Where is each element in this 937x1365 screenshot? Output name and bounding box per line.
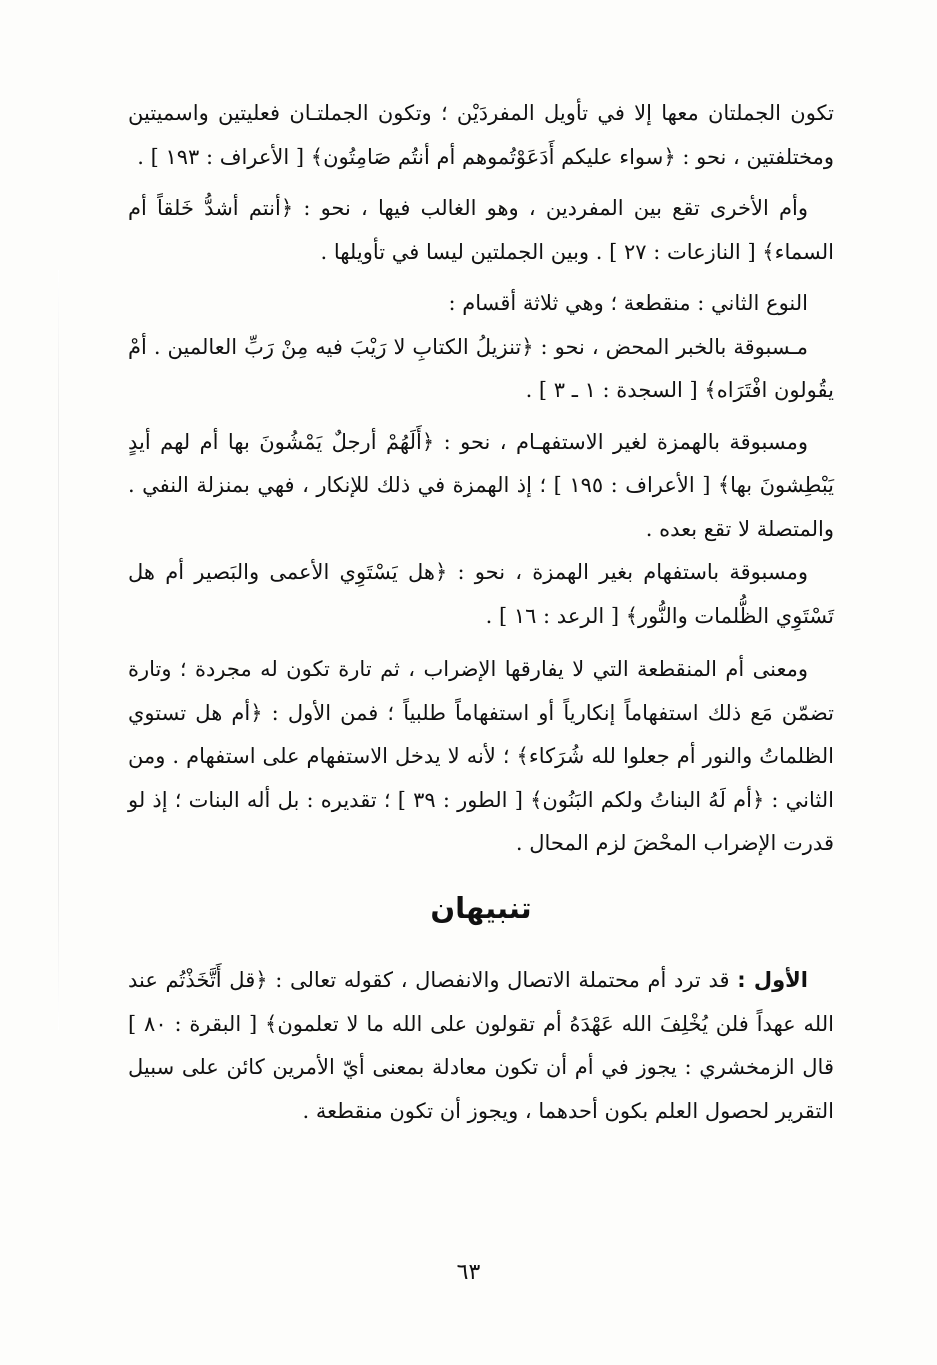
paragraph-5: ومسبوقة بالهمزة لغير الاستفهـام ، نحو : ﴿أَلَهُمْ أرجلٌ يَمْشُونَ بها أم لهم أيدٍ يَبْطِشونَ بها﴾ [ الأعراف : ١٩٥ ] ؛ إذ الهمزة في ذلك للإنكار ، فهي بمنزلة النفي . والمتصلة لا تقع بعده . [128, 429, 834, 541]
paragraph-6: ومسبوقة باستفهام بغير الهمزة ، نحو : ﴿هل يَسْتَوِي الأعمى والبَصير أم هل تَسْتَوِي الظُّلمات والنُّور﴾ [ الرعد : ١٦ ] . [128, 560, 834, 628]
section-heading-wrap [128, 888, 834, 934]
paragraph-3: النوع الثاني : منقطعة ؛ وهي ثلاثة أقسام : [448, 291, 808, 315]
paragraph-1: تكون الجملتان معها إلا في تأويل المفردَيْن ؛ وتكون الجملتـان فعليتين واسميتين ومختلفتين ، نحو : ﴿سواء عليكم أَدَعَوْتُموهم أم أنتُم صَامِتُون﴾ [ الأعراف : ١٩٣ ] . [128, 101, 834, 169]
note-paragraph [128, 959, 834, 1133]
note-lead: الأول : [737, 968, 809, 992]
page-body [128, 92, 834, 1133]
page-number: ٦٣ [456, 1260, 481, 1285]
gutter-shadow [58, 270, 59, 1030]
paragraph-7: ومعنى أم المنقطعة التي لا يفارقها الإضراب ، ثم تارة تكون له مجردة ؛ وتارة تضمّن مَع ذلك استفهاماً إنكارياً أو استفهاماً طلبياً ؛ فمن الأول : ﴿أم هل تستوي الظلماتُ والنور أم جعلوا لله شُرَكاء﴾ ؛ لأنه لا يدخل الاستفهام على استفهام . ومن الثاني : ﴿أم لَهُ البناتُ ولكم البَنُون﴾ [ الطور : ٣٩ ] ؛ تقديره : بل أله البنات ؛ إذ لو قدرت الإضراب المحْضَ لزم المحال . [128, 657, 834, 855]
note-text: قد ترد أم محتملة الاتصال والانفصال ، كقوله تعالى : ﴿قل أَتَّخَذْتُم عند الله عهداً فلن يُخْلِفَ الله عَهْدَهُ أم تقولون على الله ما لا تعلمون﴾ [ البقرة : ٨٠ ] قال الزمخشري : يجوز في أم أن تكون معادلة بمعنى أيّ الأمرين كائن على سبيل التقرير لحصول العلم بكون أحدهما ، ويجوز أن تكون منقطعة . [128, 968, 834, 1123]
paragraph-2: وأم الأخرى تقع بين المفردين ، وهو الغالب فيها ، نحو : ﴿أنتم أشدُّ خَلقاً أم السماء﴾ [ النازعات : ٢٧ ] . وبين الجملتين ليسا في تأويلها . [128, 196, 834, 264]
section-heading: تنبيهان [430, 890, 532, 925]
paragraph-4: مـسبوقة بالخبر المحض ، نحو : ﴿تنزيلُ الكتابِ لا رَيْبَ فيه مِنْ رَبِّ العالمين . أمْ يقُولون افْتَرَاه﴾ [ السجدة : ١ ـ ٣ ] . [128, 334, 834, 402]
